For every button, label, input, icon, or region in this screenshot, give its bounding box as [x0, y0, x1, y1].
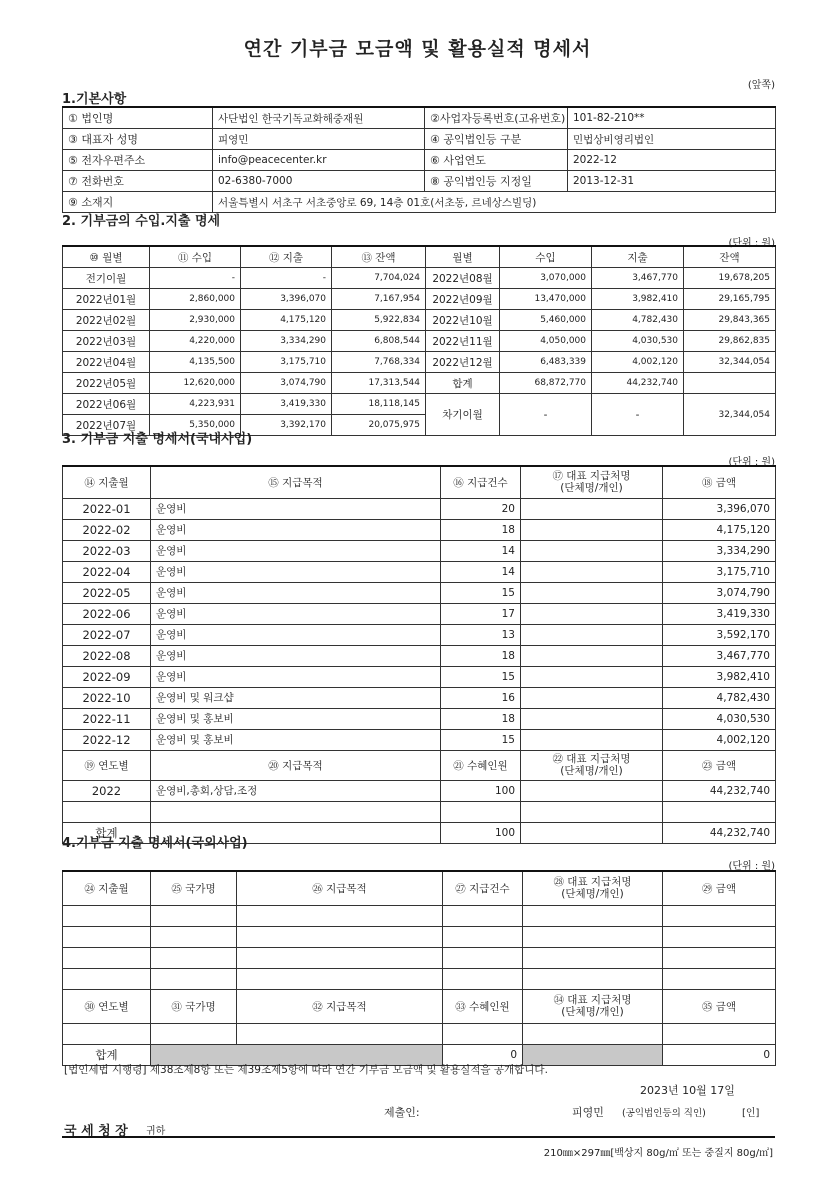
cell-total-amount: 44,232,740 [663, 822, 776, 843]
cell-income: 4,050,000 [500, 331, 592, 352]
table-header-row [63, 466, 776, 498]
cell-expense: 3,334,290 [241, 331, 332, 352]
cell-balance: 32,344,054 [684, 352, 776, 373]
value-rep-name: 피영민 [213, 129, 425, 150]
cell-empty [63, 905, 151, 926]
cell-month: 2022년06월 [63, 394, 150, 415]
cell-total-label: 합계 [63, 1044, 151, 1065]
label-corp-type: ④ 공익법인등 구분 [425, 129, 568, 150]
cell-payee [521, 498, 663, 519]
cell-empty [151, 968, 237, 989]
cell-month: 2022-02 [63, 519, 151, 540]
cell-expense: 3,396,070 [241, 289, 332, 310]
cell-month: 합계 [426, 373, 500, 394]
cell-month: 2022-07 [63, 624, 151, 645]
value-biz-number: 101-82-210** [568, 107, 776, 129]
cell-payee [521, 582, 663, 603]
value-email: info@peacecenter.kr [213, 150, 425, 171]
cell-empty [523, 905, 663, 926]
table-row [63, 289, 776, 310]
table-row [63, 310, 776, 331]
cell-empty [663, 905, 776, 926]
cell-empty [443, 905, 523, 926]
seal-mark: [인] [742, 1108, 760, 1119]
table-row [63, 968, 776, 989]
cell-month: 2022-10 [63, 687, 151, 708]
cell-expense: 4,030,530 [592, 331, 684, 352]
cell-empty [151, 801, 441, 822]
table-row [63, 540, 776, 561]
cell-month: 2022년07월 [63, 415, 150, 436]
cell-payee [521, 561, 663, 582]
cell-total-count: 0 [443, 1044, 523, 1065]
cell-expense: 3,467,770 [592, 268, 684, 289]
basic-info-table [62, 106, 776, 213]
cell-empty [237, 947, 443, 968]
col-header: 지출 [592, 246, 684, 268]
col-header: ⑲ 연도별 [63, 750, 151, 780]
label-rep-name: ③ 대표자 성명 [63, 129, 213, 150]
table-row [63, 268, 776, 289]
col-header: ㉗ 지급건수 [443, 871, 523, 905]
cell-purpose: 운영비 [151, 624, 441, 645]
cell-balance: 5,922,834 [332, 310, 426, 331]
header-line: (단체명/개인) [561, 888, 624, 901]
cell-empty [237, 1023, 443, 1044]
cell-amount: 3,419,330 [663, 603, 776, 624]
cell-income: 6,483,339 [500, 352, 592, 373]
cell-month: 2022년02월 [63, 310, 150, 331]
cell-balance: 7,704,024 [332, 268, 426, 289]
label-designation-date: ⑧ 공익법인등 지정일 [425, 171, 568, 192]
table-row [63, 624, 776, 645]
cell-total-amount: 0 [663, 1044, 776, 1065]
cell-year: 2022 [63, 780, 151, 801]
cell-empty [663, 801, 776, 822]
table-header-row [63, 989, 776, 1023]
table-row [63, 645, 776, 666]
cell-balance: 29,843,365 [684, 310, 776, 331]
header-line: (단체명/개인) [560, 765, 623, 777]
cell-empty [663, 968, 776, 989]
col-header: 월별 [426, 246, 500, 268]
cell-balance: 7,768,334 [332, 352, 426, 373]
label-address: ⑨ 소재지 [63, 192, 213, 213]
cell-amount: 4,030,530 [663, 708, 776, 729]
table-row [63, 666, 776, 687]
cell-income: 12,620,000 [150, 373, 241, 394]
cell-total-label: 합계 [63, 822, 151, 843]
table-row [63, 780, 776, 801]
basic-row [63, 107, 776, 129]
cell-balance: 17,313,544 [332, 373, 426, 394]
cell-payee [521, 687, 663, 708]
cell-empty [63, 947, 151, 968]
table-row [63, 582, 776, 603]
table-row [63, 352, 776, 373]
cell-amount: 3,982,410 [663, 666, 776, 687]
col-header: ⑫ 지출 [241, 246, 332, 268]
cell-amount: 3,074,790 [663, 582, 776, 603]
page-title: 연간 기부금 모금액 및 활용실적 명세서 [243, 38, 592, 60]
cell-count: 13 [441, 624, 521, 645]
cell-income: 68,872,770 [500, 373, 592, 394]
label-corp-name: ① 법인명 [63, 107, 213, 129]
cell-empty [443, 947, 523, 968]
cell-balance [684, 373, 776, 394]
section3-unit: (단위 : 원) [728, 457, 775, 468]
cell-balance: 7,167,954 [332, 289, 426, 310]
cell-expense: 3,074,790 [241, 373, 332, 394]
cell-income: 4,220,000 [150, 331, 241, 352]
col-header: ㉝ 수혜인원 [443, 989, 523, 1023]
cell-payee [521, 708, 663, 729]
table-row [63, 905, 776, 926]
cell-expense: 4,002,120 [592, 352, 684, 373]
col-header: ⑭ 지출월 [63, 466, 151, 498]
col-header: ㉓ 금액 [663, 750, 776, 780]
cell-empty [523, 1023, 663, 1044]
cell-month: 2022-04 [63, 561, 151, 582]
col-header [521, 466, 663, 498]
table-row [63, 498, 776, 519]
cell-income: 13,470,000 [500, 289, 592, 310]
cell-month: 2022-09 [63, 666, 151, 687]
cell-month: 2022년09월 [426, 289, 500, 310]
cell-empty [663, 1023, 776, 1044]
col-header: ⑱ 금액 [663, 466, 776, 498]
col-header: ㉔ 지출월 [63, 871, 151, 905]
cell-income: 2,860,000 [150, 289, 241, 310]
submission-date: 2023년 10월 17일 [640, 1084, 735, 1097]
cell-amount: 3,592,170 [663, 624, 776, 645]
label-biz-number: ②사업자등록번호(고유번호) [425, 107, 568, 129]
cell-purpose: 운영비 [151, 582, 441, 603]
col-header: ㉜ 지급목적 [237, 989, 443, 1023]
cell-purpose: 운영비 [151, 519, 441, 540]
cell-expense: 4,782,430 [592, 310, 684, 331]
cell-balance: 19,678,205 [684, 268, 776, 289]
header-line: ⑰ 대표 지급처명 [552, 470, 631, 483]
col-header: ㉙ 금액 [663, 871, 776, 905]
cell-month: 2022년12월 [426, 352, 500, 373]
cell-empty [441, 801, 521, 822]
col-header: ㉚ 연도별 [63, 989, 151, 1023]
table-row [63, 926, 776, 947]
submitter-name: 피영민 [572, 1106, 604, 1119]
cell-count: 14 [441, 561, 521, 582]
income-expense-table [62, 245, 776, 436]
cell-empty [663, 947, 776, 968]
recipient-agency: 국 세 청 장 [64, 1124, 128, 1139]
cell-expense: 4,175,120 [241, 310, 332, 331]
cell-empty [443, 1023, 523, 1044]
col-header: ⑬ 잔액 [332, 246, 426, 268]
col-header: ㉖ 지급목적 [237, 871, 443, 905]
cell-purpose: 운영비 및 워크샵 [151, 687, 441, 708]
front-label: (앞쪽) [747, 80, 775, 91]
cell-month: 2022-08 [63, 645, 151, 666]
col-header: 수입 [500, 246, 592, 268]
table-row [63, 1023, 776, 1044]
cell-count: 15 [441, 666, 521, 687]
cell-income: 4,223,931 [150, 394, 241, 415]
cell-carry-income: - [500, 394, 592, 436]
cell-empty [443, 968, 523, 989]
header-line: ㉞ 대표 지급처명 [553, 994, 632, 1006]
cell-month: 2022년04월 [63, 352, 150, 373]
table-row [63, 394, 776, 415]
value-phone: 02-6380-7000 [213, 171, 425, 192]
cell-payee [521, 729, 663, 750]
col-header: ㉟ 금액 [663, 989, 776, 1023]
cell-purpose: 운영비 [151, 561, 441, 582]
cell-expense: 3,175,710 [241, 352, 332, 373]
cell-expense: 3,982,410 [592, 289, 684, 310]
cell-empty [151, 926, 237, 947]
col-header: ⑯ 지급건수 [441, 466, 521, 498]
header-line: ㉘ 대표 지급처명 [553, 876, 632, 889]
domestic-expense-table [62, 465, 776, 844]
basic-row [63, 129, 776, 150]
cell-amount: 44,232,740 [663, 780, 776, 801]
table-row [63, 729, 776, 750]
basic-row [63, 150, 776, 171]
cell-empty [63, 801, 151, 822]
cell-income: - [150, 268, 241, 289]
col-header: ⑮ 지급목적 [151, 466, 441, 498]
cell-month: 2022-03 [63, 540, 151, 561]
col-header [523, 989, 663, 1023]
header-line: (단체명/개인) [561, 1006, 624, 1018]
section4-heading: 4.기부금 지출 명세서(국외사업) [62, 836, 248, 851]
recipient-suffix: 귀하 [146, 1126, 166, 1137]
col-header: 잔액 [684, 246, 776, 268]
cell-purpose: 운영비 및 홍보비 [151, 708, 441, 729]
table-row [63, 561, 776, 582]
cell-purpose: 운영비 [151, 645, 441, 666]
col-header: ⑩ 월별 [63, 246, 150, 268]
cell-month: 2022년05월 [63, 373, 150, 394]
cell-income: 4,135,500 [150, 352, 241, 373]
cell-empty [663, 926, 776, 947]
cell-count: 18 [441, 708, 521, 729]
table-row [63, 687, 776, 708]
cell-balance: 6,808,544 [332, 331, 426, 352]
cell-empty [63, 926, 151, 947]
cell-expense: - [241, 268, 332, 289]
cell-month: 2022-05 [63, 582, 151, 603]
value-corp-type: 민법상비영리법인 [568, 129, 776, 150]
cell-month: 2022년08월 [426, 268, 500, 289]
label-fiscal-year: ⑥ 사업연도 [425, 150, 568, 171]
table-row [63, 947, 776, 968]
submitter-label: 제출인: [384, 1106, 420, 1119]
cell-amount: 4,782,430 [663, 687, 776, 708]
cell-empty [523, 968, 663, 989]
law-statement: [법인세법 시행령] 제38조제8항 또는 제39조제5항에 따라 연간 기부금 모금액 및 활용실적을 공개합니다. [64, 1064, 548, 1076]
section1-heading: 1.기본사항 [62, 92, 127, 107]
cell-empty [521, 801, 663, 822]
cell-income: 3,070,000 [500, 268, 592, 289]
cell-count: 15 [441, 729, 521, 750]
table-row [63, 519, 776, 540]
value-corp-name: 사단법인 한국기독교화해중재원 [213, 107, 425, 129]
cell-count: 15 [441, 582, 521, 603]
label-phone: ⑦ 전화번호 [63, 171, 213, 192]
cell-month: 2022년10월 [426, 310, 500, 331]
cell-count: 18 [441, 519, 521, 540]
cell-amount: 3,175,710 [663, 561, 776, 582]
cell-empty [63, 968, 151, 989]
col-header: ㉑ 수혜인원 [441, 750, 521, 780]
cell-count: 18 [441, 645, 521, 666]
cell-empty [151, 1023, 237, 1044]
cell-month: 2022-12 [63, 729, 151, 750]
cell-income: 2,930,000 [150, 310, 241, 331]
cell-count: 16 [441, 687, 521, 708]
cell-amount: 3,467,770 [663, 645, 776, 666]
footer-divider [62, 1136, 775, 1138]
section3-heading: 3. 기부금 지출 명세서(국내사업) [62, 432, 253, 447]
basic-row [63, 171, 776, 192]
section2-unit: (단위 : 원) [728, 238, 775, 249]
cell-carry-balance: 32,344,054 [684, 394, 776, 436]
cell-month: 2022-06 [63, 603, 151, 624]
cell-recipients: 100 [441, 780, 521, 801]
cell-payee [521, 603, 663, 624]
value-designation-date: 2013-12-31 [568, 171, 776, 192]
overseas-expense-table [62, 870, 776, 1066]
section2-heading: 2. 기부금의 수입.지출 명세 [62, 214, 221, 229]
cell-empty [63, 1023, 151, 1044]
header-line: ㉒ 대표 지급처명 [552, 753, 631, 765]
cell-purpose: 운영비 [151, 540, 441, 561]
cell-payee [521, 645, 663, 666]
cell-payee [521, 666, 663, 687]
cell-empty [237, 968, 443, 989]
col-header [521, 750, 663, 780]
col-header: ⑪ 수입 [150, 246, 241, 268]
cell-count: 17 [441, 603, 521, 624]
cell-empty [443, 926, 523, 947]
cell-income: 5,350,000 [150, 415, 241, 436]
cell-balance: 29,862,835 [684, 331, 776, 352]
submitter-role: (공익법인등의 직인) [622, 1108, 706, 1119]
cell-empty [523, 947, 663, 968]
cell-carry-label: 차기이월 [426, 394, 500, 436]
cell-empty [151, 947, 237, 968]
value-fiscal-year: 2022-12 [568, 150, 776, 171]
cell-total-payee [521, 822, 663, 843]
label-email: ⑤ 전자우편주소 [63, 150, 213, 171]
cell-balance: 29,165,795 [684, 289, 776, 310]
cell-income: 5,460,000 [500, 310, 592, 331]
table-header-row [63, 246, 776, 268]
cell-payee [521, 519, 663, 540]
section4-unit: (단위 : 원) [728, 861, 775, 872]
cell-payee [521, 624, 663, 645]
table-row [63, 603, 776, 624]
cell-month: 2022년11월 [426, 331, 500, 352]
cell-carry-expense: - [592, 394, 684, 436]
paper-spec: 210㎜×297㎜[백상지 80g/㎡ 또는 중질지 80g/㎡] [543, 1148, 773, 1159]
cell-empty [237, 905, 443, 926]
cell-purpose: 운영비 [151, 666, 441, 687]
cell-amount: 4,175,120 [663, 519, 776, 540]
col-header: ㉕ 국가명 [151, 871, 237, 905]
cell-month: 2022년03월 [63, 331, 150, 352]
table-header-row [63, 871, 776, 905]
cell-payee [521, 540, 663, 561]
value-address: 서울특별시 서초구 서초중앙로 69, 14층 01호(서초동, 르네상스빌딩) [213, 192, 776, 213]
cell-balance: 18,118,145 [332, 394, 426, 415]
header-line: (단체명/개인) [560, 482, 623, 495]
cell-amount: 3,334,290 [663, 540, 776, 561]
cell-month: 2022-01 [63, 498, 151, 519]
col-header: ㉛ 국가명 [151, 989, 237, 1023]
table-row [63, 708, 776, 729]
cell-expense: 3,392,170 [241, 415, 332, 436]
cell-count: 20 [441, 498, 521, 519]
table-row [63, 373, 776, 394]
cell-purpose: 운영비 및 홍보비 [151, 729, 441, 750]
table-row [63, 331, 776, 352]
cell-purpose: 운영비 [151, 498, 441, 519]
col-header: ⑳ 지급목적 [151, 750, 441, 780]
cell-amount: 4,002,120 [663, 729, 776, 750]
cell-payee [521, 780, 663, 801]
cell-expense: 3,419,330 [241, 394, 332, 415]
cell-empty [523, 926, 663, 947]
table-row [63, 801, 776, 822]
cell-amount: 3,396,070 [663, 498, 776, 519]
cell-purpose: 운영비 [151, 603, 441, 624]
table-header-row [63, 750, 776, 780]
cell-month: 2022년01월 [63, 289, 150, 310]
cell-total-recipients: 100 [441, 822, 521, 843]
cell-month: 전기이월 [63, 268, 150, 289]
cell-purpose: 운영비,총회,상담,조정 [151, 780, 441, 801]
cell-month: 2022-11 [63, 708, 151, 729]
col-header [523, 871, 663, 905]
cell-expense: 44,232,740 [592, 373, 684, 394]
cell-empty [151, 905, 237, 926]
cell-empty [237, 926, 443, 947]
cell-balance: 20,075,975 [332, 415, 426, 436]
cell-count: 14 [441, 540, 521, 561]
